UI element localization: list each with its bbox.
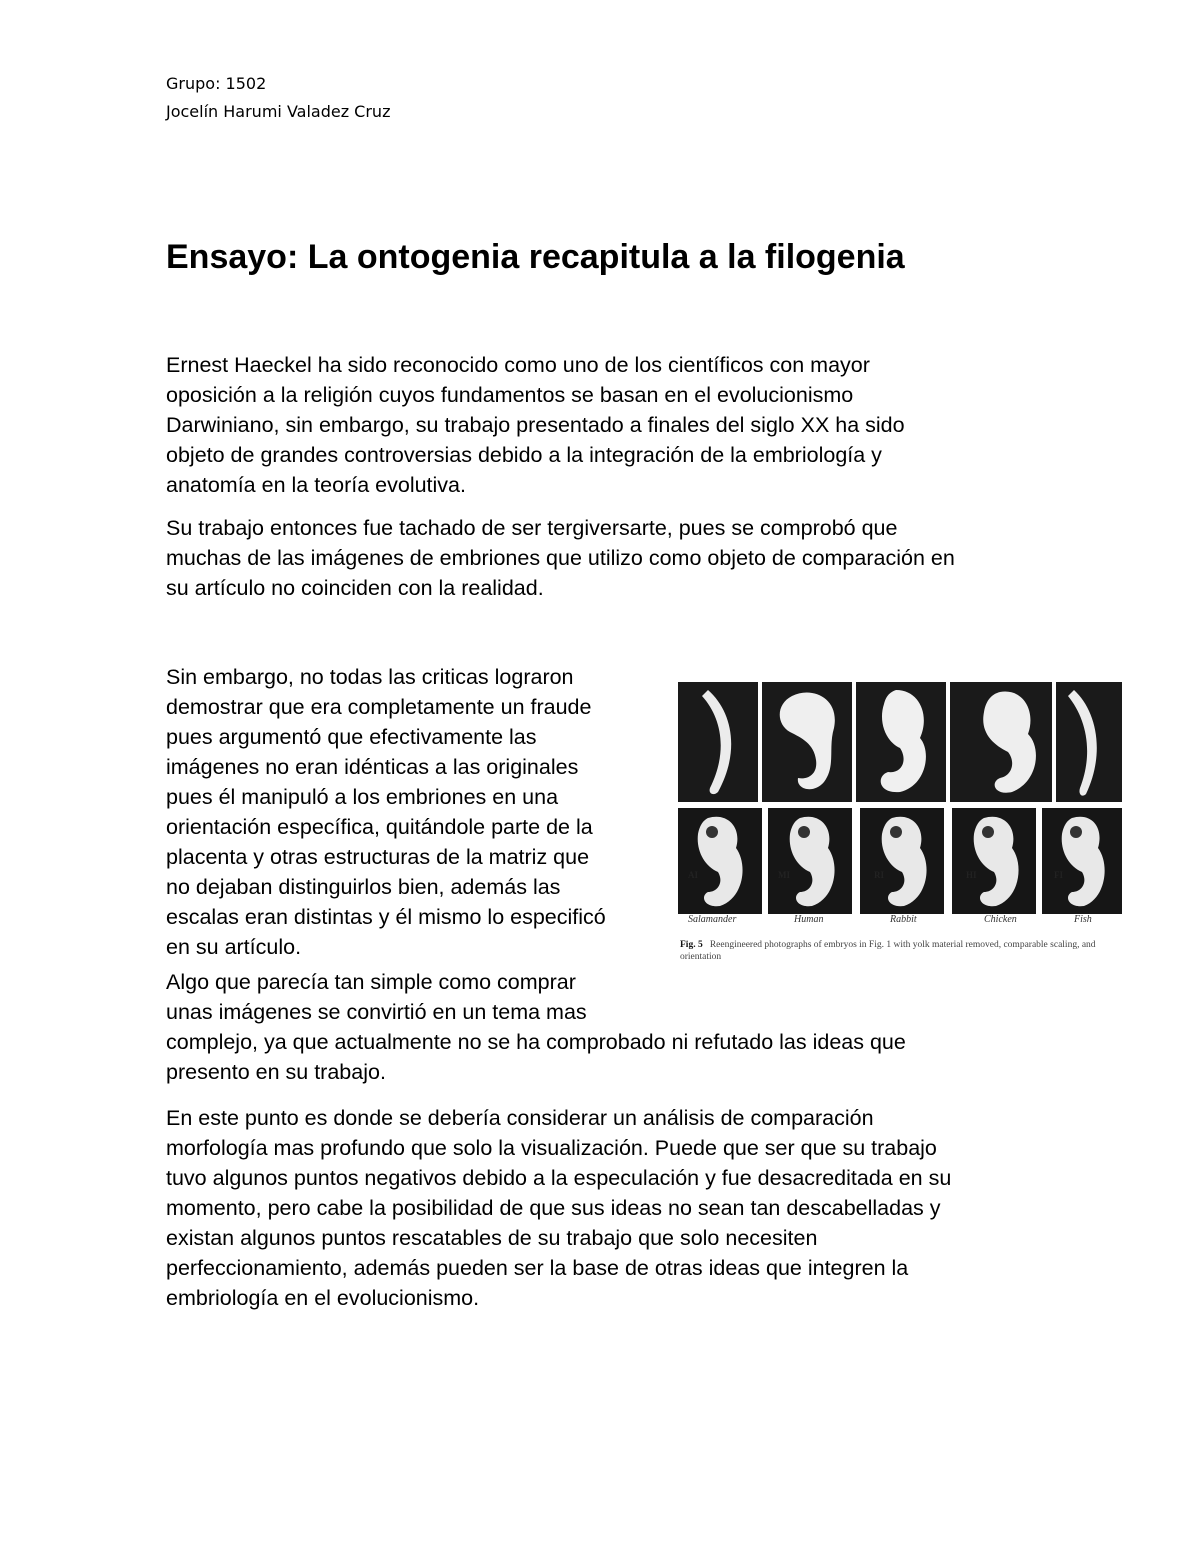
embryo-photo-rabbit	[856, 682, 946, 802]
embryo-photo-human	[762, 682, 852, 802]
embryo-photo-grid	[678, 680, 1122, 938]
text-line: su artículo no coinciden con la realidad.	[166, 576, 544, 600]
essay-title: Ensayo: La ontogenia recapitula a la filogenia	[166, 238, 905, 276]
group-label: Grupo: 1502	[166, 74, 267, 93]
panel-label-ri: RI	[874, 870, 885, 880]
panel-label-fi: FI	[1054, 870, 1063, 880]
text-line: no dejaban distinguirlos bien, además las	[166, 875, 561, 899]
text-line: demostrar que era completamente un fraude	[166, 695, 592, 719]
species-label-fish: Fish	[1074, 914, 1092, 925]
figure-caption	[680, 939, 1122, 963]
text-line: oposición a la religión cuyos fundamentos se basan en el evolucionismo	[166, 383, 854, 407]
text-line: En este punto es donde se debería considerar un análisis de comparación	[166, 1106, 874, 1130]
paragraph-1	[166, 350, 1038, 500]
text-line: Su trabajo entonces fue tachado de ser tergiversarte, pues se comprobó que	[166, 516, 898, 540]
text-line: muchas de las imágenes de embriones que utilizo como objeto de comparación en	[166, 546, 955, 570]
text-line: Darwiniano, sin embargo, su trabajo presentado a finales del siglo XX ha sido	[166, 413, 905, 437]
species-label-salamander: Salamander	[688, 914, 737, 925]
text-line: existan algunos puntos rescatables de su trabajo que solo necesiten	[166, 1226, 818, 1250]
species-label-human: Human	[794, 914, 824, 925]
caption-text: Reengineered photographs of embryos in Fig. 1 with yolk material removed, comparable scaling, and orientation	[680, 940, 1096, 962]
species-label-rabbit: Rabbit	[890, 914, 917, 925]
paragraph-5	[166, 1103, 1038, 1313]
panel-label-ai: AI	[688, 870, 699, 880]
text-line: imágenes no eran idénticas a las originales	[166, 755, 579, 779]
document-header	[166, 70, 390, 126]
embryo-drawing-salamander	[678, 808, 762, 914]
embryo-figure	[678, 680, 1122, 990]
text-line: Sin embargo, no todas las criticas lograron	[166, 665, 574, 689]
text-line: Algo que parecía tan simple como comprar	[166, 970, 576, 994]
panel-label-hi: HI	[966, 870, 977, 880]
text-line: unas imágenes se convirtió en un tema mas	[166, 1000, 587, 1024]
text-line: pues argumentó que efectivamente las	[166, 725, 537, 749]
text-line: pues él manipuló a los embriones en una	[166, 785, 559, 809]
text-line: en su artículo.	[166, 935, 302, 959]
text-line: placenta y otras estructuras de la matriz que	[166, 845, 590, 869]
text-line: tuvo algunos puntos negativos debido a la especulación y fue desacreditada en su	[166, 1166, 952, 1190]
panel-label-mi: MI	[778, 870, 790, 880]
text-line: morfología mas profundo que solo la visualización. Puede que ser que su trabajo	[166, 1136, 937, 1160]
text-line: orientación específica, quitándole parte de la	[166, 815, 593, 839]
embryo-photo-fish	[1056, 682, 1122, 802]
author-name: Jocelín Harumi Valadez Cruz	[166, 102, 391, 121]
text-line: presento en su trabajo.	[166, 1060, 386, 1084]
text-line: perfeccionamiento, además pueden ser la base de otras ideas que integren la	[166, 1256, 909, 1280]
text-line: momento, pero cabe la posibilidad de que sus ideas no sean tan descabelladas y	[166, 1196, 941, 1220]
text-line: complejo, ya que actualmente no se ha comprobado ni refutado las ideas que	[166, 1030, 906, 1054]
embryo-drawing-rabbit	[860, 808, 944, 914]
embryo-drawing-human	[768, 808, 852, 914]
text-line: objeto de grandes controversias debido a la integración de la embriología y	[166, 443, 882, 467]
embryo-photo-chicken	[950, 682, 1052, 802]
text-line: Ernest Haeckel ha sido reconocido como uno de los científicos con mayor	[166, 353, 870, 377]
embryo-drawing-chicken	[952, 808, 1036, 914]
paragraph-3	[166, 662, 656, 962]
text-line: embriología en el evolucionismo.	[166, 1286, 480, 1310]
embryo-drawing-fish	[1042, 808, 1122, 914]
species-label-chicken: Chicken	[984, 914, 1017, 925]
paragraph-2	[166, 513, 1038, 603]
text-line: escalas eran distintas y él mismo lo especificó	[166, 905, 606, 929]
embryo-photo-salamander	[678, 682, 758, 802]
caption-label: Fig. 5	[680, 940, 703, 950]
text-line: anatomía en la teoría evolutiva.	[166, 473, 466, 497]
